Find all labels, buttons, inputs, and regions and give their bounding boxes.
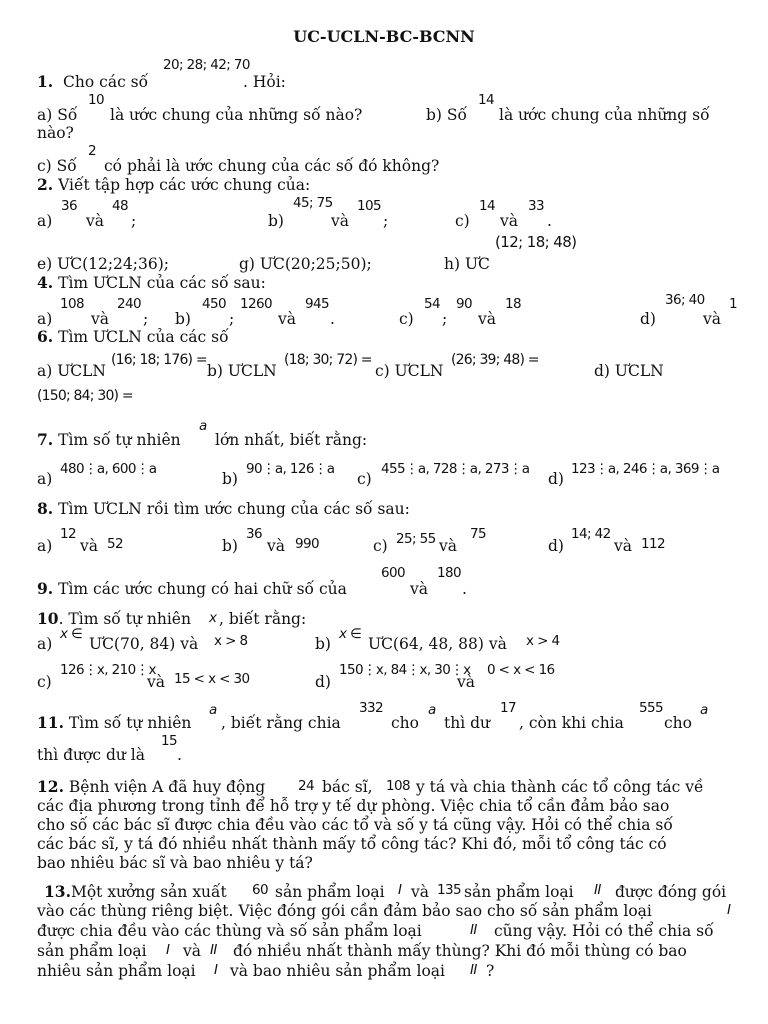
q13-line2: vào các thùng riêng biệt. Việc đóng gói cần đảm bảo sao cho số sản phẩm loại — [37, 902, 652, 920]
q7-heading: 7. Tìm số tự nhiên — [37, 430, 181, 449]
q1-c-question: có phải là ước chung của các số đó không? — [104, 157, 440, 175]
q12-line4: các bác sĩ, y tá đó nhiều nhất thành mấy tổ công tác? Khi đó, mỗi tổ công tác có — [37, 835, 667, 853]
q13-line3: được chia đều vào các thùng và số sản phẩm loại — [37, 922, 422, 940]
q1-b-question: là ước chung của những số — [499, 106, 710, 124]
q6-heading: 6. Tìm ƯCLN của các số — [37, 327, 229, 346]
q4-heading: 4. Tìm ƯCLN của các số sau: — [37, 273, 266, 292]
q13-line5: nhiêu sản phẩm loại — [37, 962, 196, 980]
document-page: UC-UCLN-BC-BCNN 20; 28; 42; 70 1. Cho các số . Hỏi: 10 a) Số là ước chung của những số nào? 14 b) Số là ước chung của những số nào? 2 c) Số có phải là ước chung của các số đó không? 2. Viết tập hợp các ước chung của: 36 48 a) và ; 45; 75 105 b) và ; 14 33 c) và . (12; 18; 48) e) ƯC(12;24;36); g) ƯC(20;25;50); h) ƯC 4. Tìm ƯCLN của các số sau: 108 240 a) và ; b) 450 ; 1260 và 945 . c) 54 ; 90 và 18 d) 36; 40 và 1 6. Tìm ƯCLN của các số a) ƯCLN (16; 18; 176) = b) ƯCLN (18; 30; 72) = c) ƯCLN (26; 39; 48) = d) ƯCLN (150; 84; 30) = 7. Tìm số tự nhiên a lớn nhất, biết rằng: a) 480⋮a, 600⋮a b) 90⋮a, 126⋮a c) 455⋮a, 728⋮a, 273⋮a d) 123⋮a, 246⋮a, 369⋮a 8. Tìm ƯCLN rồi tìm ước chung của các số sau: a) 12 và 52 b) 36 và 990 c) 25; 55 và 75 d) 14; 42 và 112 9. Tìm các ước chung có hai chữ số của 600 và 180 . 10. Tìm số tự nhiên x , biết rằng: a) x ∈ ƯC(70, 84) và x > 8 b) x ∈ ƯC(64, 48, 88) và x > 4 c) 126⋮x, 210⋮x và 15 < x < 30 d) 150⋮x, 84⋮x, 30⋮x và 0 < x < 16 11. Tìm số tự nhiên a , biết rằng chia 332 cho a thì dư 17 , còn khi chia 555 cho a thì được dư là 15 . 12. Bệnh viện A đã huy động 24 bác sĩ, 108 y tá và chia thành các tổ công tác về các địa phương trong tỉnh để hỗ trợ y tế dự phòng. Việc chia tổ cần đảm bảo sao cho số các bác sĩ được chia đều vào các tổ và số y tá cũng vậy. Hỏi có thể chia số các bác sĩ, y tá đó nhiều nhất thành mấy tổ công tác? Khi đó, mỗi tổ công tác có bao nhiêu bác sĩ và bao nhiêu y tá? 13.Một xưởng sản xuất 60 sản phẩm loại I và 135 sản phẩm loại II được đóng gói vào các thùng riêng biệt. Việc đóng gói cần đảm bảo sao cho số sản phẩm loại I được chia đều vào các thùng và số sản phẩm loại II cũng vậy. Hỏi có thể chia số sản phẩm loại I và II đó nhiều nhất thành mấy thùng? Khi đó mỗi thùng có bao nhiêu sản phẩm loại I và bao nhiêu sản phẩm loại II ? — [0, 0, 768, 1024]
q13-line1: 13.Một xưởng sản xuất — [44, 882, 227, 901]
page-title: UC-UCLN-BC-BCNN — [293, 27, 475, 46]
q10-heading: 10. Tìm số tự nhiên — [37, 609, 191, 628]
q2-h-set: (12; 18; 48) — [495, 233, 577, 251]
q11-heading: 11. Tìm số tự nhiên — [37, 713, 192, 732]
q9-heading: 9. Tìm các ước chung có hai chữ số của — [37, 579, 347, 598]
q12-line3: cho số các bác sĩ được chia đều vào các tổ và số y tá cũng vậy. Hỏi có thể chia số — [37, 816, 673, 834]
q13-line4: sản phẩm loại — [37, 942, 147, 960]
q1-number-set: 20; 28; 42; 70 — [163, 57, 250, 73]
q1-a-number: 10 — [88, 92, 104, 108]
q2-heading: 2. Viết tập hợp các ước chung của: — [37, 175, 311, 194]
q12-line2: các địa phương trong tỉnh để hỗ trợ y tế dự phòng. Việc chia tổ cần đảm bảo sao — [37, 797, 670, 815]
q1-intro: 1. Cho các số — [37, 72, 149, 91]
q1-c-number: 2 — [88, 143, 96, 159]
q12-line5: bao nhiêu bác sĩ và bao nhiêu y tá? — [37, 854, 313, 872]
q12-line1: 12. Bệnh viện A đã huy động — [37, 777, 266, 796]
q1-b-number: 14 — [478, 92, 494, 108]
q8-heading: 8. Tìm ƯCLN rồi tìm ước chung của các số sau: — [37, 499, 410, 518]
q1-a-question: là ước chung của những số nào? — [110, 106, 363, 124]
